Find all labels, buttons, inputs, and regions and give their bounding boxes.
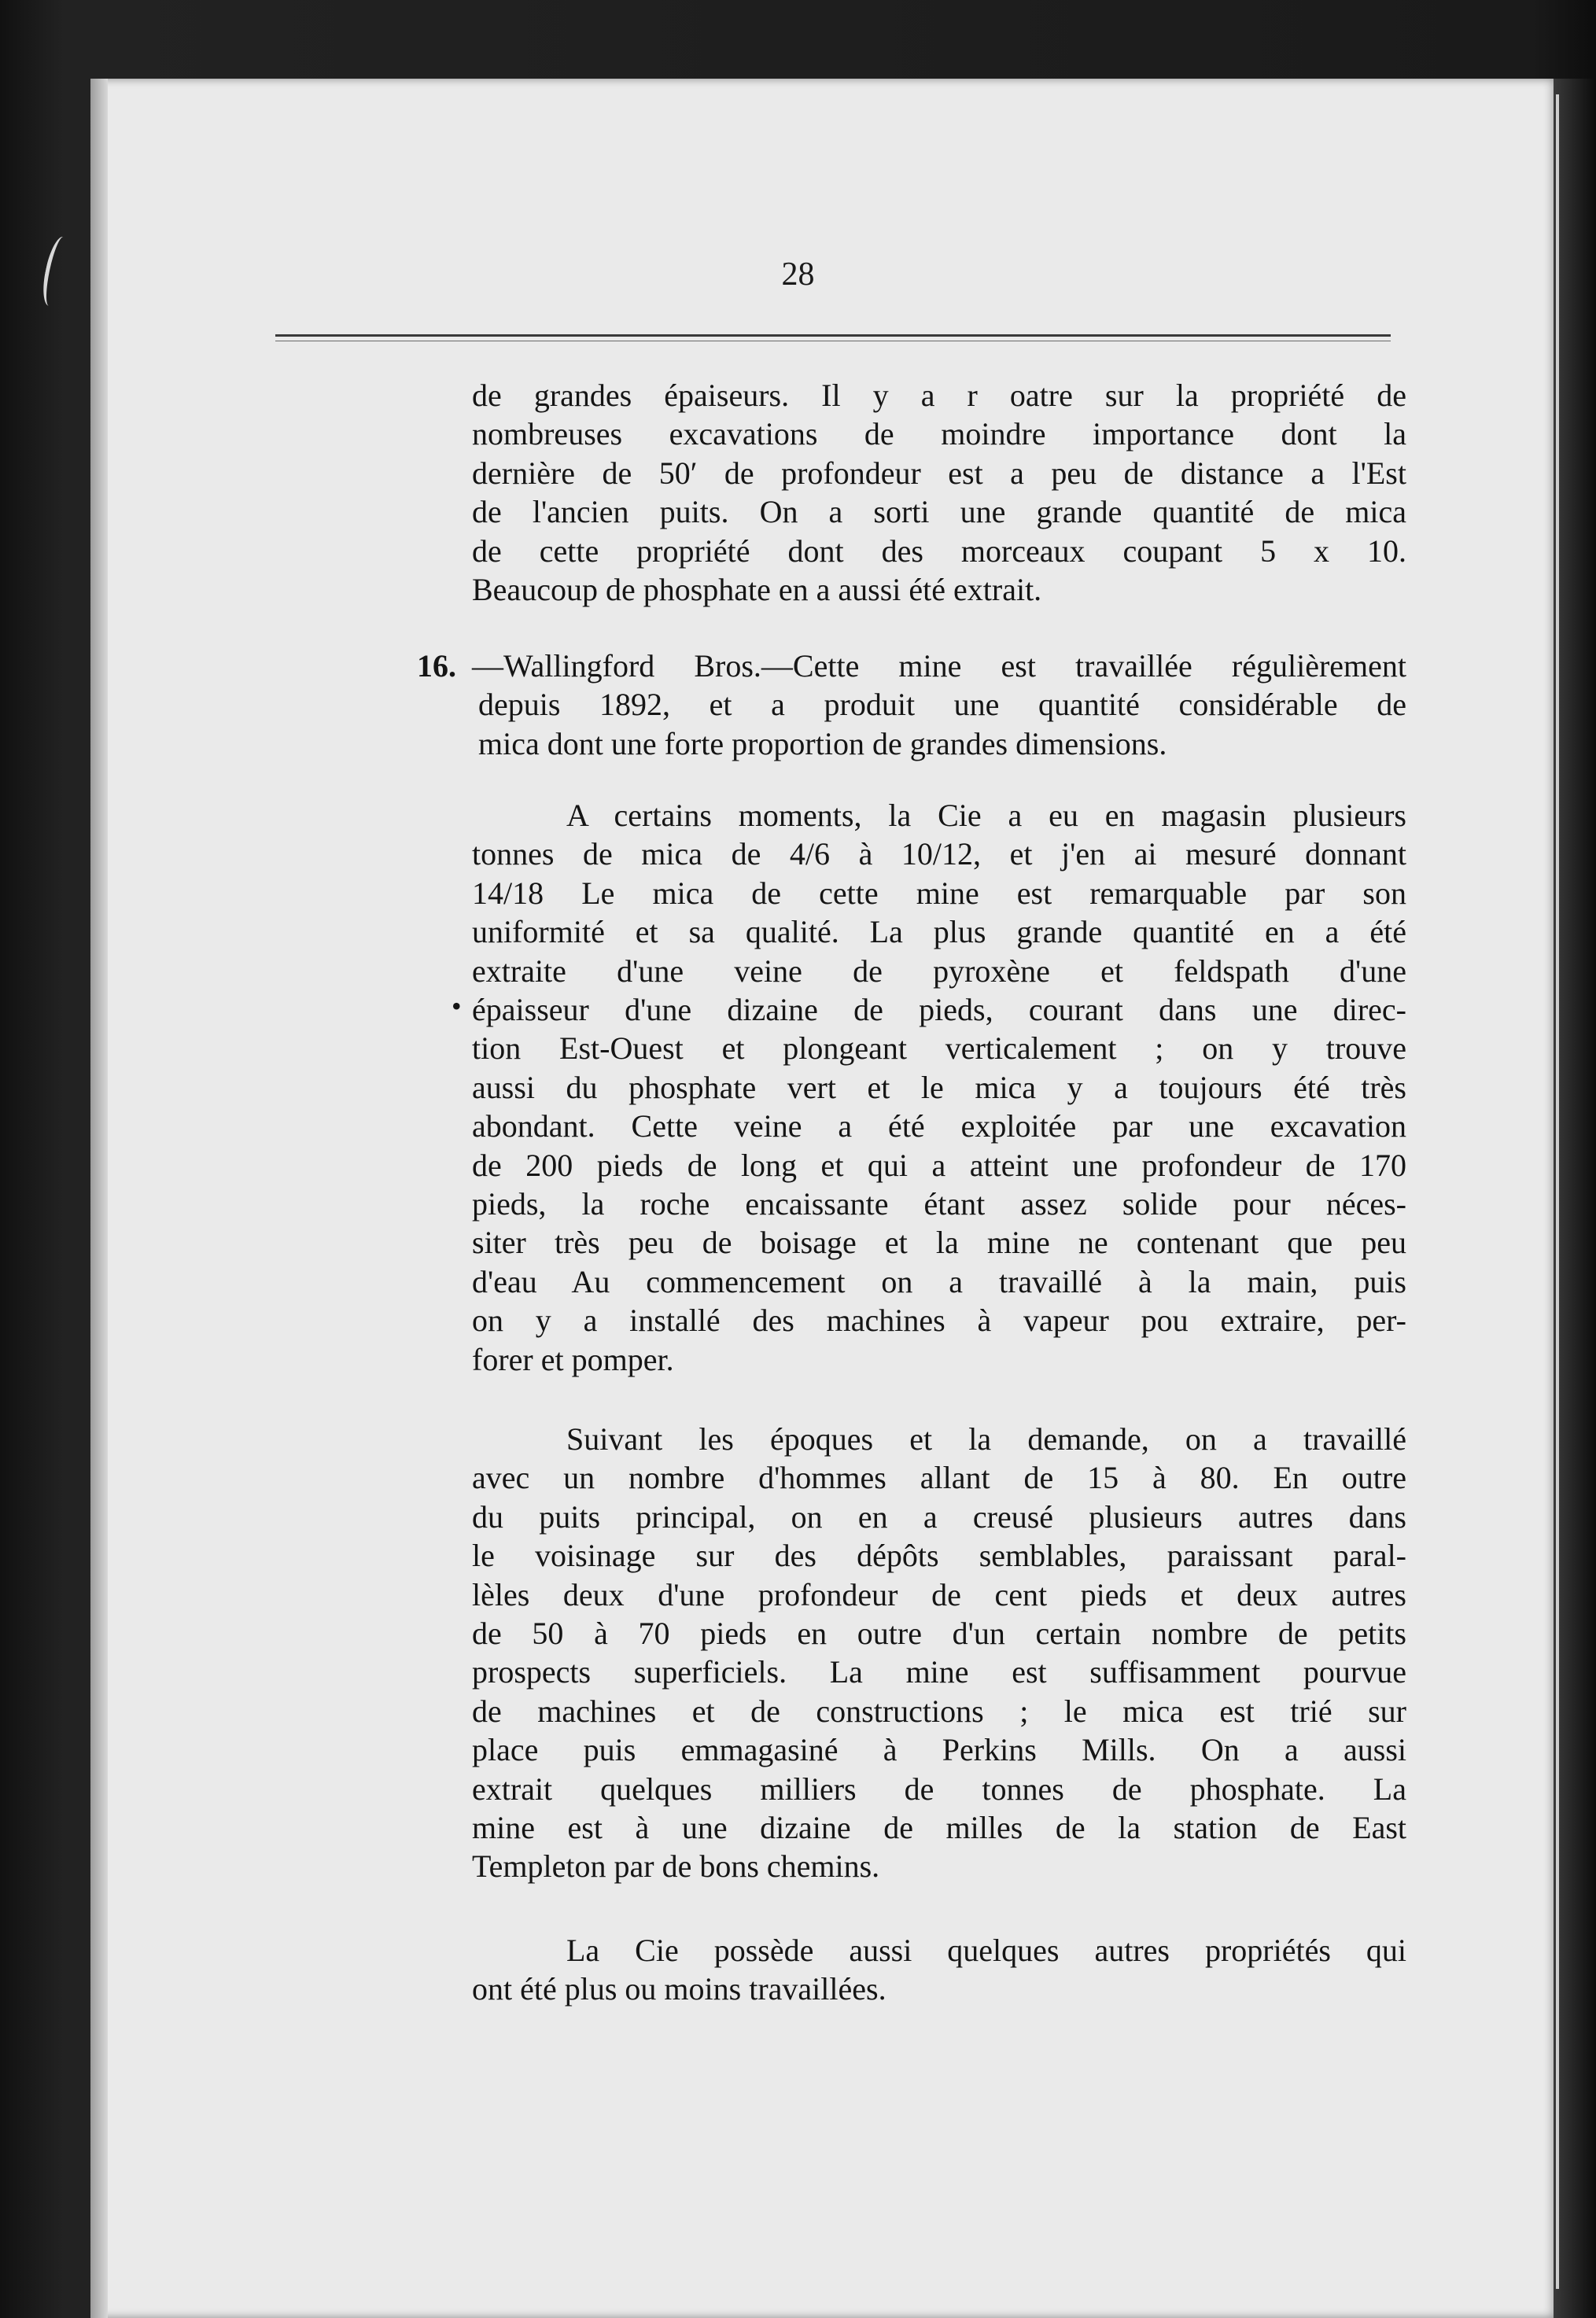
text-line: siter très peu de boisage et la mine ne contenant que peu <box>472 1225 1406 1261</box>
paragraph-3 <box>472 796 1406 1379</box>
text-line: le voisinage sur des dépôts semblables, paraissant paral- <box>472 1538 1406 1574</box>
margin-bullet: • <box>452 990 462 1022</box>
paragraph-5 <box>472 1931 1406 2009</box>
text-line: nombreuses excavations de moindre importance dont la <box>472 416 1406 452</box>
item-number: 16. <box>417 648 456 684</box>
text-line: prospects superficiels. La mine est suffisamment pourvue <box>472 1654 1406 1690</box>
text-line: extraite d'une veine de pyroxène et feldspath d'une <box>472 953 1406 989</box>
text-line: Beaucoup de phosphate en a aussi été extrait. <box>472 572 1042 608</box>
text-line: de l'ancien puits. On a sorti une grande quantité de mica <box>472 494 1406 530</box>
next-page-edge <box>1554 79 1596 2318</box>
text-line: tonnes de mica de 4/6 à 10/12, et j'en ai mesuré donnant <box>472 836 1406 872</box>
paragraph-4 <box>472 1420 1406 1886</box>
text-line: tion Est-Ouest et plongeant verticalement ; on y trouve <box>472 1030 1406 1067</box>
text-line: uniformité et sa qualité. La plus grande quantité en a été <box>472 914 1406 950</box>
text-line: extrait quelques milliers de tonnes de phosphate. La <box>472 1771 1406 1807</box>
text-line: Templeton par de bons chemins. <box>472 1848 880 1885</box>
text-line: lèles deux d'une profondeur de cent pieds et deux autres <box>472 1576 1406 1612</box>
text-line: La Cie possède aussi quelques autres propriétés qui <box>566 1933 1406 1968</box>
text-line: pieds, la roche encaissante étant assez solide pour néces- <box>472 1186 1406 1222</box>
text-line: depuis 1892, et a produit une quantité considérable de <box>478 687 1406 723</box>
text-line: on y a installé des machines à vapeur pou extraire, per- <box>472 1303 1406 1339</box>
text-line: place puis emmagasiné à Perkins Mills. On a aussi <box>472 1732 1406 1768</box>
page-binding-edge <box>90 79 108 2318</box>
text-line: de 50 à 70 pieds en outre d'un certain nombre de petits <box>472 1616 1406 1652</box>
text-line: forer et pomper. <box>472 1341 674 1377</box>
text-line: aussi du phosphate vert et le mica y a toujours été très <box>472 1069 1406 1105</box>
text-line: épaisseur d'une dizaine de pieds, courant dans une direc- <box>472 992 1406 1028</box>
text-line: avec un nombre d'hommes allant de 15 à 80. En outre <box>472 1460 1406 1496</box>
text-line: mine est à une dizaine de milles de la station de East <box>472 1810 1406 1846</box>
text-line: d'eau Au commencement on a travaillé à la main, puis <box>472 1263 1406 1299</box>
text-line: de machines et de constructions ; le mica est trié sur <box>472 1693 1406 1729</box>
page-number: 28 <box>781 256 815 293</box>
paragraph-2 <box>472 647 1406 763</box>
next-page-edge-line <box>1556 94 1559 2289</box>
paragraph-1 <box>472 376 1406 609</box>
text-line: Suivant les époques et la demande, on a travaillé <box>566 1421 1406 1457</box>
text-line: —Wallingford Bros.—Cette mine est travaillée régulièrement <box>472 648 1406 684</box>
text-line: abondant. Cette veine a été exploitée par une excavation <box>472 1108 1406 1144</box>
text-line: de 200 pieds de long et qui a atteint une profondeur de 170 <box>472 1147 1406 1183</box>
text-line: du puits principal, on en a creusé plusieurs autres dans <box>472 1498 1406 1535</box>
text-line: dernière de 50′ de profondeur est a peu de distance a l'Est <box>472 455 1406 491</box>
text-line: A certains moments, la Cie a eu en magasin plusieurs <box>566 798 1406 833</box>
header-rule <box>275 334 1391 337</box>
text-line: de grandes épaiseurs. Il y a r oatre sur la propriété de <box>472 378 1406 413</box>
text-line: 14/18 Le mica de cette mine est remarquable par son <box>472 875 1406 911</box>
text-line: ont été plus ou moins travaillées. <box>472 1971 886 2007</box>
text-line: de cette propriété dont des morceaux coupant 5 x 10. <box>472 533 1406 569</box>
text-line: mica dont une forte proportion de grandes dimensions. <box>478 725 1167 761</box>
